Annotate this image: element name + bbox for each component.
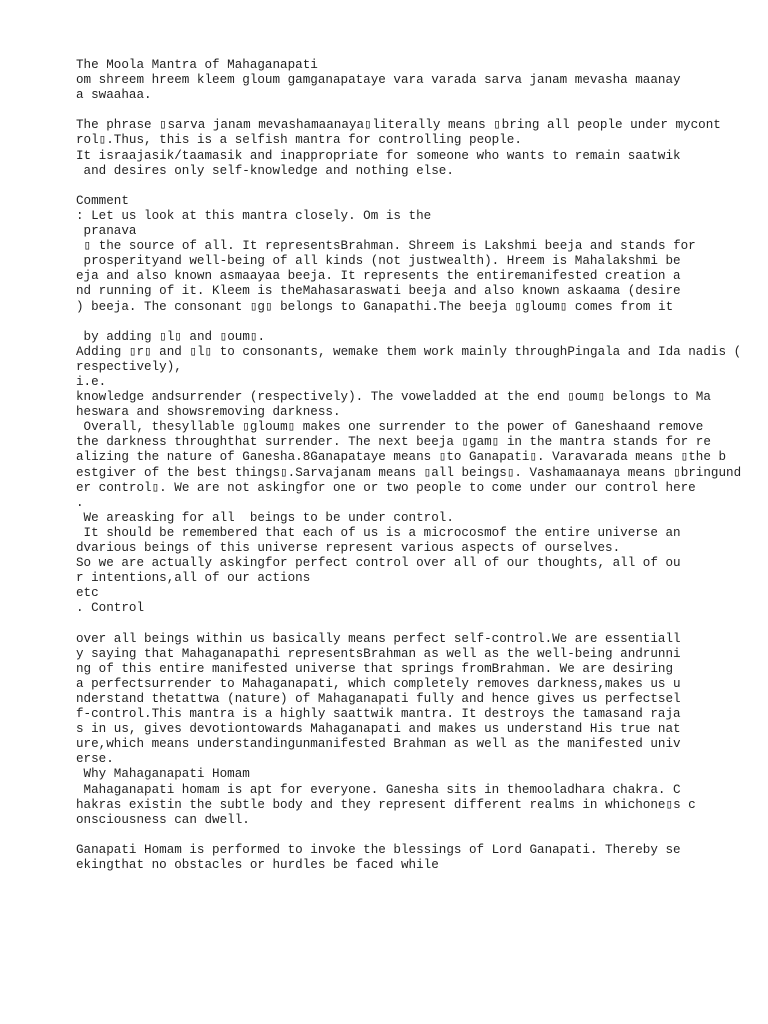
text-line: It israajasik/taamasik and inappropriate for someone who wants to remain saatwik [76,148,681,163]
text-line: a swaahaa. [76,88,152,103]
text-line: Mahaganapati homam is apt for everyone. Ganesha sits in themooladhara chakra. C [76,782,681,797]
text-line: by adding ▯l▯ and ▯oum▯. [76,329,266,344]
text-line: Ganapati Homam is performed to invoke the blessings of Lord Ganapati. Thereby se [76,842,681,857]
text-line: . Control [76,601,145,616]
text-line: estgiver of the best things▯.Sarvajanam means ▯all beings▯. Vashamaanaya means ▯bringund [76,465,742,480]
text-line: ure,which means understandingunmanifested Brahman as well as the manifested univ [76,737,681,752]
document-body [76,58,760,873]
text-line: and desires only self-knowledge and nothing else. [76,163,454,178]
text-line: : Let us look at this mantra closely. Om is the [76,208,432,223]
text-line: y saying that Mahaganapathi representsBrahman as well as the well-being andrunni [76,646,681,661]
text-line: onsciousness can dwell. [76,812,250,827]
text-line: om shreem hreem kleem gloum gamganapataye vara varada sarva janam mevasha maanay [76,73,681,88]
text-line: knowledge andsurrender (respectively). The voweladded at the end ▯oum▯ belongs to Ma [76,390,711,405]
text-line: s in us, gives devotiontowards Mahaganapati and makes us understand His true nat [76,722,681,737]
text-line: nderstand thetattwa (nature) of Mahaganapati fully and hence gives us perfectsel [76,691,681,706]
text-line: It should be remembered that each of us is a microcosmof the entire universe an [76,525,681,540]
text-line: nd running of it. Kleem is theMahasaraswati beeja and also known askaama (desire [76,284,681,299]
text-line [76,616,760,631]
text-line: f-control.This mantra is a highly saattwik mantra. It destroys the tamasand raja [76,707,681,722]
text-line: prosperityand well-being of all kinds (not justwealth). Hreem is Mahalakshmi be [76,254,681,269]
text-line: So we are actually askingfor perfect control over all of our thoughts, all of ou [76,556,681,571]
text-line: Overall, thesyllable ▯gloum▯ makes one surrender to the power of Ganeshaand remove [76,420,704,435]
text-line [76,315,760,330]
text-line: rol▯.Thus, this is a selfish mantra for controlling people. [76,133,522,148]
text-line: erse. [76,752,114,767]
text-line: eja and also known asmaayaa beeja. It represents the entiremanifested creation a [76,269,681,284]
text-line [76,828,760,843]
text-line: alizing the nature of Ganesha.8Ganapataye means ▯to Ganapati▯. Varavarada means ▯the b [76,450,727,465]
text-line: the darkness throughthat surrender. The next beeja ▯gam▯ in the mantra stands for re [76,435,711,450]
text-line: ) beeja. The consonant ▯g▯ belongs to Ganapathi.The beeja ▯gloum▯ comes from it [76,299,674,314]
text-line: i.e. [76,374,107,389]
text-line: er control▯. We are not askingfor one or two people to come under our control here [76,480,696,495]
text-line: Adding ▯r▯ and ▯l▯ to consonants, wemake them work mainly throughPingala and Ida nadis ( [76,344,742,359]
text-line: . [76,495,84,510]
text-line: respectively), [76,359,182,374]
text-line: We areasking for all beings to be under control. [76,510,454,525]
text-line: dvarious beings of this universe represent various aspects of ourselves. [76,541,621,555]
text-line: pranava [76,224,137,239]
text-line [76,179,760,194]
text-line: etc [76,586,99,601]
text-line: a perfectsurrender to Mahaganapati, which completely removes darkness,makes us u [76,676,681,691]
text-line: Comment [76,193,129,208]
text-line: ekingthat no obstacles or hurdles be faced while [76,857,439,872]
text-line: heswara and showsremoving darkness. [76,405,341,420]
text-line: r intentions,all of our actions [76,571,311,586]
text-line: The Moola Mantra of Mahaganapati [76,58,318,72]
text-line: hakras existin the subtle body and they represent different realms in whichone▯s c [76,797,696,812]
text-line: ng of this entire manifested universe that springs fromBrahman. We are desiring [76,661,674,676]
text-line: The phrase ▯ sarva janam mevashamaanaya▯ literally means ▯ bring all people under mycont [76,118,721,133]
text-line: ▯ the source of all. It representsBrahman. Shreem is Lakshmi beeja and stands for [76,239,696,254]
text-line [76,103,760,118]
text-line: Why Mahaganapati Homam [76,767,250,782]
text-line: over all beings within us basically means perfect self-control.We are essentiall [76,631,681,646]
